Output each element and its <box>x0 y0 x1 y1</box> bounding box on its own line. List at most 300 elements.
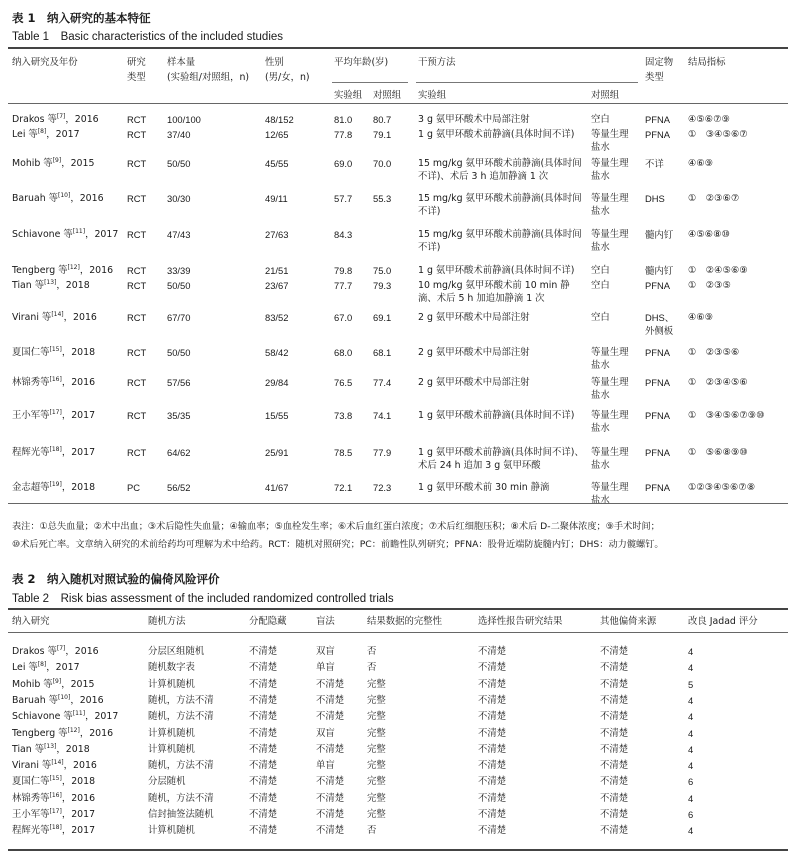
t2-other-bias: 不清楚 <box>600 825 629 837</box>
study-year: ，2016 <box>65 114 99 125</box>
t2-study-name <box>12 824 95 837</box>
t1-fixation: 髓内钉 <box>645 265 674 276</box>
t2-header-selective: 选择性报告研究结果 <box>478 616 563 627</box>
table2-bottom-rule <box>8 849 788 851</box>
t1-sex: 25/91 <box>265 447 289 458</box>
t2-data-completeness: 完整 <box>367 678 386 690</box>
t2-other-bias: 不清楚 <box>600 711 629 723</box>
study-author: Virani 等 <box>12 760 52 772</box>
t1-header-sample-2: (实验组/对照组，n) <box>167 72 250 83</box>
t1-study-name <box>12 376 95 389</box>
t1-study-name <box>12 157 94 170</box>
t1-age-exp: 77.7 <box>334 280 353 291</box>
t1-intervention-exp: 15 mg/kg 氨甲环酸术前静滴(具体时间不详)、术后 3 h 追加静滴 1 次 <box>418 158 582 182</box>
reference-number: [17] <box>49 408 62 416</box>
t1-study-type: RCT <box>127 114 147 125</box>
t1-age-exp: 57.7 <box>334 193 353 204</box>
reference-number: [12] <box>67 726 80 734</box>
t1-outcome: ① ②③④⑤⑥ <box>688 377 748 388</box>
t1-age-ctrl: 79.3 <box>373 280 392 291</box>
t2-selective-reporting: 不清楚 <box>478 825 507 837</box>
t1-age-ctrl: 75.0 <box>373 265 392 276</box>
t1-study-type: RCT <box>127 280 147 291</box>
t1-header-int-ctrl: 对照组 <box>591 90 620 101</box>
t2-data-completeness: 完整 <box>367 792 386 804</box>
t2-allocation-concealment: 不清楚 <box>249 727 278 739</box>
t2-blinding: 不清楚 <box>316 678 345 690</box>
reference-number: [19] <box>49 480 62 488</box>
study-author: 王小军等 <box>12 410 50 421</box>
t2-random-method: 计算机随机 <box>148 743 195 755</box>
t1-study-name <box>12 446 95 459</box>
t2-random-method: 分层随机 <box>148 776 186 788</box>
t2-blinding: 不清楚 <box>316 711 345 723</box>
study-author: Drakos 等 <box>12 114 57 125</box>
table2-caption-en: Table 2 Risk bias assessment of the included randomized controlled trials <box>12 593 394 605</box>
t2-blinding: 不清楚 <box>316 809 345 820</box>
t1-fixation: 髓内钉 <box>645 229 674 240</box>
t2-blinding: 不清楚 <box>316 743 345 755</box>
study-year: ，2017 <box>61 410 96 421</box>
t2-jadad-score: 4 <box>688 711 694 723</box>
t2-selective-reporting: 不清楚 <box>478 694 507 706</box>
t2-data-completeness: 否 <box>367 662 377 674</box>
study-author: Lei 等 <box>12 662 38 674</box>
t2-study-name <box>12 792 95 805</box>
t2-blinding: 双盲 <box>316 646 335 657</box>
t2-allocation-concealment: 不清楚 <box>249 792 278 804</box>
t2-random-method: 随机，方法不清 <box>148 792 214 804</box>
t2-header-study: 纳入研究 <box>12 616 50 627</box>
t1-study-type: RCT <box>127 158 147 169</box>
t2-allocation-concealment: 不清楚 <box>249 694 278 706</box>
t1-age-ctrl: 77.4 <box>373 377 392 388</box>
t2-study-name <box>12 759 97 772</box>
study-year: ，2017 <box>61 809 96 820</box>
study-author: Tian 等 <box>12 280 45 291</box>
t1-intervention-ctrl: 等量生理盐水 <box>591 482 629 506</box>
t1-sex: 58/42 <box>265 347 289 358</box>
study-year: ，2018 <box>61 776 96 788</box>
t2-study-name <box>12 710 118 723</box>
t1-sex: 49/11 <box>265 193 288 204</box>
table1-top-rule <box>8 47 788 49</box>
t1-study-type: RCT <box>127 377 147 388</box>
t2-jadad-score: 4 <box>688 662 694 674</box>
table2-caption-zh: 表 2 纳入随机对照试验的偏倚风险评价 <box>12 572 220 586</box>
t2-other-bias: 不清楚 <box>600 743 629 755</box>
study-author: Tengberg 等 <box>12 265 68 276</box>
t2-other-bias: 不清楚 <box>600 792 629 804</box>
t1-study-type: RCT <box>127 410 147 421</box>
t2-random-method: 分层区组随机 <box>148 646 205 657</box>
t2-random-method: 随机，方法不清 <box>148 694 214 706</box>
t1-study-name <box>12 264 113 277</box>
study-year: ，2016 <box>70 694 104 706</box>
t2-header-complete: 结果数据的完整性 <box>367 616 443 627</box>
t1-sample-size: 50/50 <box>167 347 191 358</box>
t1-age-ctrl: 68.1 <box>373 347 392 358</box>
t1-header-study: 纳入研究及年份 <box>12 57 78 68</box>
t2-allocation-concealment: 不清楚 <box>249 825 278 837</box>
study-author: Lei 等 <box>12 129 38 140</box>
t1-age-ctrl: 55.3 <box>373 193 392 204</box>
study-author: Mohib 等 <box>12 158 53 169</box>
t1-sex: 83/52 <box>265 312 289 323</box>
t1-sample-size: 37/40 <box>167 129 191 140</box>
t2-selective-reporting: 不清楚 <box>478 678 507 690</box>
t2-data-completeness: 完整 <box>367 743 386 755</box>
t1-outcome: ④⑤⑥⑧⑩ <box>688 229 731 240</box>
t2-random-method: 随机，方法不清 <box>148 760 214 772</box>
t2-selective-reporting: 不清楚 <box>478 662 507 674</box>
t1-sample-size: 100/100 <box>167 114 201 125</box>
t1-age-subrule <box>332 82 408 83</box>
reference-number: [16] <box>49 791 62 799</box>
study-author: 林锦秀等 <box>12 792 50 804</box>
t1-age-ctrl: 79.1 <box>373 129 392 140</box>
t1-intervention-exp: 1 g 氨甲环酸术前静滴(具体时间不详) <box>418 410 575 421</box>
t1-fixation: PFNA <box>645 377 671 388</box>
reference-number: [14] <box>51 758 64 766</box>
t2-jadad-score: 4 <box>688 727 694 739</box>
t1-fixation: PFNA <box>645 129 671 140</box>
study-year: ，2017 <box>85 229 119 240</box>
t1-age-exp: 76.5 <box>334 377 353 388</box>
t1-sex: 12/65 <box>265 129 289 140</box>
t2-jadad-score: 5 <box>688 678 694 690</box>
t2-other-bias: 不清楚 <box>600 646 629 657</box>
study-author: Tengberg 等 <box>12 727 68 739</box>
t1-header-fixation: 固定物 <box>645 57 674 68</box>
t2-blinding: 不清楚 <box>316 825 345 837</box>
t2-allocation-concealment: 不清楚 <box>249 809 278 820</box>
t1-age-ctrl: 69.1 <box>373 312 392 323</box>
t2-data-completeness: 否 <box>367 825 377 837</box>
t2-other-bias: 不清楚 <box>600 694 629 706</box>
t1-study-name <box>12 128 80 141</box>
t1-age-exp: 79.8 <box>334 265 353 276</box>
t1-sample-size: 50/50 <box>167 158 191 169</box>
study-author: 金志超等 <box>12 482 50 493</box>
study-year: ，2017 <box>85 711 119 723</box>
t2-random-method: 计算机随机 <box>148 727 195 739</box>
t2-other-bias: 不清楚 <box>600 776 629 788</box>
t1-sample-size: 57/56 <box>167 377 191 388</box>
reference-number: [7] <box>56 112 66 120</box>
t1-int-subrule <box>416 82 638 83</box>
reference-number: [7] <box>56 644 66 652</box>
t2-allocation-concealment: 不清楚 <box>249 678 278 690</box>
table2-top-rule <box>8 608 788 610</box>
t1-outcome: ④⑥⑨ <box>688 312 714 323</box>
t1-fixation: PFNA <box>645 410 671 421</box>
t2-study-name <box>12 743 90 756</box>
t2-selective-reporting: 不清楚 <box>478 776 507 788</box>
t2-jadad-score: 4 <box>688 743 694 755</box>
t2-allocation-concealment: 不清楚 <box>249 662 278 674</box>
t1-sex: 15/55 <box>265 410 289 421</box>
study-year: ，2016 <box>65 646 99 657</box>
study-year: ，2015 <box>61 158 95 169</box>
t1-sample-size: 56/52 <box>167 482 191 493</box>
t2-header-conceal: 分配隐藏 <box>249 616 287 627</box>
t1-fixation: PFNA <box>645 482 671 493</box>
reference-number: [10] <box>58 191 71 199</box>
t1-header-outcome: 结局指标 <box>688 57 726 68</box>
t1-study-name <box>12 192 104 205</box>
t1-header-age-exp: 实验组 <box>334 90 363 101</box>
t2-random-method: 随机，方法不清 <box>148 711 214 723</box>
reference-number: [9] <box>52 677 62 685</box>
t2-jadad-score: 4 <box>688 694 694 706</box>
t2-allocation-concealment: 不清楚 <box>249 760 278 772</box>
t2-selective-reporting: 不清楚 <box>478 727 507 739</box>
t1-outcome: ① ⑤⑥⑧⑨⑩ <box>688 447 748 458</box>
study-author: Drakos 等 <box>12 646 57 657</box>
t1-intervention-exp: 2 g 氨甲环酸术中局部注射 <box>418 312 530 323</box>
t2-allocation-concealment: 不清楚 <box>249 743 278 755</box>
t2-selective-reporting: 不清楚 <box>478 646 507 657</box>
t2-random-method: 随机数字表 <box>148 662 195 674</box>
t2-selective-reporting: 不清楚 <box>478 760 507 772</box>
t1-sex: 48/152 <box>265 114 294 125</box>
study-author: 程辉光等 <box>12 447 50 458</box>
reference-number: [9] <box>52 156 62 164</box>
t1-sex: 45/55 <box>265 158 289 169</box>
t1-age-exp: 78.5 <box>334 447 353 458</box>
t2-data-completeness: 完整 <box>367 776 386 788</box>
t1-age-ctrl: 80.7 <box>373 114 392 125</box>
t1-header-int-exp: 实验组 <box>418 90 447 101</box>
t1-note-line1: 表注：①总失血量；②术中出血；③术后隐性失血量；④输血率；⑤血栓发生率；⑥术后血红蛋白浓度；⑦术后红细胞压积；⑧术后 D-二聚体浓度；⑨手术时间； <box>12 521 660 532</box>
t1-age-ctrl: 74.1 <box>373 410 392 421</box>
t1-age-exp: 68.0 <box>334 347 353 358</box>
t2-allocation-concealment: 不清楚 <box>249 776 278 788</box>
t2-study-name <box>12 808 95 821</box>
t1-sample-size: 30/30 <box>167 193 191 204</box>
t1-age-exp: 69.0 <box>334 158 353 169</box>
t2-jadad-score: 4 <box>688 760 694 772</box>
t1-fixation: PFNA <box>645 447 671 458</box>
reference-number: [18] <box>49 445 62 453</box>
t1-sample-size: 35/35 <box>167 410 191 421</box>
t1-age-exp: 77.8 <box>334 129 353 140</box>
study-year: ，2016 <box>61 377 96 388</box>
table1-caption-zh: 表 1 纳入研究的基本特征 <box>12 11 151 25</box>
t2-blinding: 不清楚 <box>316 776 345 788</box>
t2-jadad-score: 4 <box>688 825 694 837</box>
t2-jadad-score: 4 <box>688 646 694 657</box>
reference-number: [16] <box>49 375 62 383</box>
t1-header-sex: 性别 <box>265 57 284 68</box>
t1-fixation: DHS、外侧板 <box>645 312 675 336</box>
t1-outcome: ④⑤⑥⑦⑨ <box>688 114 731 125</box>
t1-study-type: PC <box>127 482 141 493</box>
t1-outcome: ① ③④⑤⑥⑦⑨⑩ <box>688 410 765 421</box>
t1-intervention-ctrl: 空白 <box>591 312 610 323</box>
t1-header-fixation-2: 类型 <box>645 72 664 83</box>
table1-header-rule <box>8 103 788 104</box>
t2-header-random: 随机方法 <box>148 616 186 627</box>
study-year: ，2018 <box>61 482 96 493</box>
t2-study-name <box>12 775 95 788</box>
table1-note <box>12 518 787 554</box>
t2-jadad-score: 6 <box>688 776 694 788</box>
t1-fixation: 不详 <box>645 158 664 169</box>
t1-outcome: ④⑥⑨ <box>688 158 714 169</box>
t2-random-method: 计算机随机 <box>148 678 195 690</box>
t1-fixation: PFNA <box>645 114 671 125</box>
reference-number: [12] <box>67 263 80 271</box>
study-author: Mohib 等 <box>12 678 53 690</box>
table1-caption-en: Table 1 Basic characteristics of the included studies <box>12 31 284 43</box>
t1-age-exp: 84.3 <box>334 229 353 240</box>
t2-data-completeness: 完整 <box>367 760 386 772</box>
t1-header-age: 平均年龄(岁) <box>334 57 389 68</box>
reference-number: [13] <box>44 278 57 286</box>
t2-other-bias: 不清楚 <box>600 678 629 690</box>
study-author: 夏国仁等 <box>12 776 50 788</box>
t1-age-ctrl: 77.9 <box>373 447 392 458</box>
t1-age-ctrl: 72.3 <box>373 482 392 493</box>
t1-intervention-ctrl: 等量生理盐水 <box>591 158 629 182</box>
t1-outcome: ① ③④⑤⑥⑦ <box>688 129 748 140</box>
reference-number: [13] <box>44 742 57 750</box>
reference-number: [18] <box>49 824 62 832</box>
t1-study-name <box>12 279 90 292</box>
t2-data-completeness: 完整 <box>367 694 386 706</box>
t1-outcome: ① ②③⑥⑦ <box>688 193 740 204</box>
t1-study-name <box>12 113 99 126</box>
study-year: ，2018 <box>56 280 90 291</box>
reference-number: [8] <box>37 661 47 669</box>
t1-header-intervention: 干预方法 <box>418 57 456 68</box>
reference-number: [17] <box>49 807 62 815</box>
t2-study-name <box>12 661 80 674</box>
study-year: ，2016 <box>79 265 114 276</box>
study-author: Schiavone 等 <box>12 229 73 240</box>
t2-allocation-concealment: 不清楚 <box>249 711 278 723</box>
t1-intervention-ctrl: 等量生理盐水 <box>591 347 629 371</box>
t1-study-type: RCT <box>127 129 147 140</box>
study-author: 夏国仁等 <box>12 347 50 358</box>
t1-study-type: RCT <box>127 229 147 240</box>
t1-intervention-exp: 1 g 氨甲环酸术前静滴(具体时间不详) <box>418 265 575 276</box>
t1-intervention-ctrl: 等量生理盐水 <box>591 229 629 253</box>
t1-study-type: RCT <box>127 193 147 204</box>
study-author: 程辉光等 <box>12 825 50 837</box>
t1-intervention-exp: 1 g 氨甲环酸术前 30 min 静滴 <box>418 482 550 493</box>
study-year: ，2015 <box>61 678 95 690</box>
t1-outcome: ① ②③⑤⑥ <box>688 347 740 358</box>
t1-header-age-ctrl: 对照组 <box>373 90 402 101</box>
study-year: ，2016 <box>63 760 97 772</box>
study-year: ，2016 <box>63 312 97 323</box>
t1-sex: 41/67 <box>265 482 289 493</box>
reference-number: [11] <box>72 710 86 718</box>
t1-study-name <box>12 346 95 359</box>
t1-outcome: ① ②③⑤ <box>688 280 731 291</box>
t2-study-name <box>12 645 99 658</box>
t2-selective-reporting: 不清楚 <box>478 809 507 820</box>
t1-intervention-ctrl: 空白 <box>591 114 610 125</box>
t1-intervention-exp: 1 g 氨甲环酸术前静滴(具体时间不详) <box>418 129 575 140</box>
t1-intervention-ctrl: 等量生理盐水 <box>591 447 629 471</box>
t2-selective-reporting: 不清楚 <box>478 792 507 804</box>
t1-intervention-ctrl: 空白 <box>591 265 610 276</box>
study-author: Virani 等 <box>12 312 52 323</box>
t1-intervention-exp: 15 mg/kg 氨甲环酸术前静滴(具体时间不详) <box>418 193 582 217</box>
t2-header-jadad: 改良 Jadad 评分 <box>688 616 758 627</box>
t1-study-type: RCT <box>127 347 147 358</box>
study-author: 林锦秀等 <box>12 377 50 388</box>
t2-other-bias: 不清楚 <box>600 809 629 820</box>
t1-header-sample: 样本量 <box>167 57 196 68</box>
t1-sex: 27/63 <box>265 229 289 240</box>
t2-data-completeness: 完整 <box>367 727 386 739</box>
reference-number: [11] <box>72 227 86 235</box>
t2-data-completeness: 完整 <box>367 711 386 723</box>
t1-sex: 23/67 <box>265 280 289 291</box>
t2-blinding: 不清楚 <box>316 792 345 804</box>
reference-number: [14] <box>51 310 64 318</box>
t2-random-method: 信封抽签法随机 <box>148 809 214 820</box>
t1-age-exp: 67.0 <box>334 312 353 323</box>
study-author: Schiavone 等 <box>12 711 73 723</box>
t2-jadad-score: 6 <box>688 809 694 820</box>
t1-intervention-exp: 3 g 氨甲环酸术中局部注射 <box>418 114 530 125</box>
reference-number: [15] <box>49 775 62 783</box>
t1-sample-size: 50/50 <box>167 280 191 291</box>
t1-study-type: RCT <box>127 312 147 323</box>
table1-bottom-rule <box>8 503 788 504</box>
t2-data-completeness: 完整 <box>367 809 386 820</box>
t1-intervention-ctrl: 等量生理盐水 <box>591 377 629 401</box>
t1-fixation: PFNA <box>645 280 671 291</box>
reference-number: [8] <box>37 127 47 135</box>
study-year: ，2017 <box>61 447 96 458</box>
t2-blinding: 单盲 <box>316 662 335 674</box>
t1-age-exp: 72.1 <box>334 482 353 493</box>
t1-header-type-2: 类型 <box>127 72 146 83</box>
t1-sample-size: 33/39 <box>167 265 191 276</box>
t2-header-blind: 盲法 <box>316 616 335 627</box>
t1-outcome: ① ②④⑤⑥⑨ <box>688 265 748 276</box>
t1-age-exp: 73.8 <box>334 410 353 421</box>
t2-header-other: 其他偏倚来源 <box>600 616 657 627</box>
t2-jadad-score: 4 <box>688 792 694 804</box>
study-author: Tian 等 <box>12 743 45 755</box>
study-year: ，2018 <box>56 743 90 755</box>
t2-blinding: 单盲 <box>316 760 335 772</box>
t1-study-name <box>12 311 97 324</box>
t2-data-completeness: 否 <box>367 646 377 657</box>
t2-other-bias: 不清楚 <box>600 727 629 739</box>
t1-fixation: PFNA <box>645 347 671 358</box>
study-year: ，2017 <box>61 825 96 837</box>
t1-study-type: RCT <box>127 447 147 458</box>
study-year: ，2017 <box>46 662 80 674</box>
t1-intervention-exp: 10 mg/kg 氨甲环酸术前 10 min 静滴、术后 5 h 加追加静滴 1 次 <box>418 280 570 304</box>
t1-sex: 21/51 <box>265 265 289 276</box>
t2-selective-reporting: 不清楚 <box>478 743 507 755</box>
table2-header-rule <box>8 632 788 633</box>
t1-sample-size: 64/62 <box>167 447 191 458</box>
t2-blinding: 不清楚 <box>316 694 345 706</box>
t2-other-bias: 不清楚 <box>600 760 629 772</box>
t1-fixation: DHS <box>645 193 665 204</box>
